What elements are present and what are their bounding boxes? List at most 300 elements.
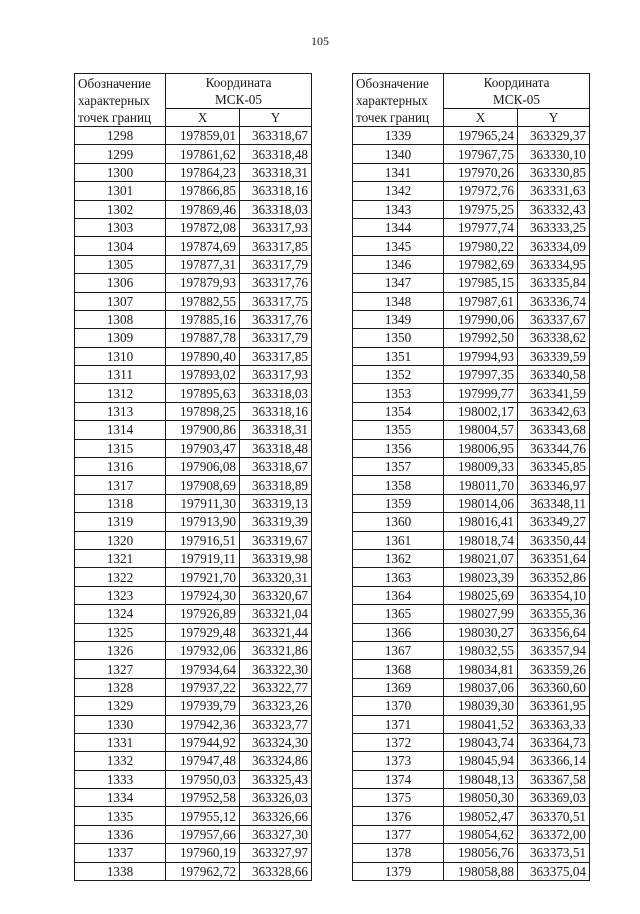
point-number-cell: 1358	[353, 476, 444, 494]
point-number-cell: 1333	[75, 770, 166, 788]
y-coordinate-cell: 363321,44	[240, 623, 312, 641]
table-row	[353, 458, 590, 476]
x-coordinate-cell: 198058,88	[444, 862, 518, 880]
x-coordinate-cell: 197934,64	[166, 660, 240, 678]
x-coordinate-cell: 197913,90	[166, 513, 240, 531]
y-coordinate-cell: 363340,58	[518, 366, 590, 384]
y-coordinate-cell: 363334,09	[518, 237, 590, 255]
y-coordinate-cell: 363317,76	[240, 310, 312, 328]
table-row	[353, 476, 590, 494]
x-coordinate-cell: 198050,30	[444, 789, 518, 807]
point-number-cell: 1326	[75, 641, 166, 659]
point-number-cell: 1299	[75, 145, 166, 163]
x-coordinate-cell: 197906,08	[166, 458, 240, 476]
point-number-cell: 1337	[75, 844, 166, 862]
x-coordinate-cell: 197921,70	[166, 568, 240, 586]
x-coordinate-cell: 197937,22	[166, 678, 240, 696]
y-coordinate-cell: 363319,98	[240, 549, 312, 567]
header-line: Обозначение	[78, 75, 151, 91]
point-number-cell: 1317	[75, 476, 166, 494]
point-number-cell: 1345	[353, 237, 444, 255]
point-number-cell: 1374	[353, 770, 444, 788]
table-row	[353, 568, 590, 586]
y-coordinate-cell: 363342,63	[518, 402, 590, 420]
table-row	[353, 825, 590, 843]
x-column-header: X	[444, 109, 518, 127]
y-coordinate-cell: 363355,36	[518, 605, 590, 623]
y-coordinate-cell: 363331,63	[518, 182, 590, 200]
header-line: характерных	[78, 92, 150, 108]
point-number-cell: 1342	[353, 182, 444, 200]
table-row	[353, 549, 590, 567]
table-row	[353, 513, 590, 531]
x-coordinate-cell: 198043,74	[444, 733, 518, 751]
y-coordinate-cell: 363317,79	[240, 255, 312, 273]
y-coordinate-cell: 363370,51	[518, 807, 590, 825]
table-row	[75, 274, 312, 292]
table-row	[353, 862, 590, 880]
x-coordinate-cell: 197882,55	[166, 292, 240, 310]
y-column-header: Y	[240, 109, 312, 127]
table-row	[353, 770, 590, 788]
y-coordinate-cell: 363336,74	[518, 292, 590, 310]
x-coordinate-cell: 198056,76	[444, 844, 518, 862]
table-row	[353, 697, 590, 715]
table-row	[353, 494, 590, 512]
y-coordinate-cell: 363318,16	[240, 182, 312, 200]
x-coordinate-cell: 198034,81	[444, 660, 518, 678]
y-coordinate-cell: 363318,48	[240, 439, 312, 457]
point-number-cell: 1305	[75, 255, 166, 273]
point-number-cell: 1362	[353, 549, 444, 567]
x-coordinate-cell: 198048,13	[444, 770, 518, 788]
table-row	[353, 237, 590, 255]
table-row	[353, 660, 590, 678]
x-coordinate-cell: 198021,07	[444, 549, 518, 567]
x-coordinate-cell: 197947,48	[166, 752, 240, 770]
point-number-cell: 1348	[353, 292, 444, 310]
y-coordinate-cell: 363333,25	[518, 218, 590, 236]
y-coordinate-cell: 363319,39	[240, 513, 312, 531]
y-coordinate-cell: 363344,76	[518, 439, 590, 457]
point-number-cell: 1360	[353, 513, 444, 531]
y-coordinate-cell: 363361,95	[518, 697, 590, 715]
table-row	[75, 605, 312, 623]
y-coordinate-cell: 363323,77	[240, 715, 312, 733]
point-number-cell: 1363	[353, 568, 444, 586]
point-number-cell: 1321	[75, 549, 166, 567]
table-row	[75, 310, 312, 328]
point-number-cell: 1373	[353, 752, 444, 770]
table-row	[353, 274, 590, 292]
table-row	[75, 384, 312, 402]
point-number-cell: 1336	[75, 825, 166, 843]
point-number-cell: 1335	[75, 807, 166, 825]
x-coordinate-cell: 197975,25	[444, 200, 518, 218]
x-coordinate-cell: 197916,51	[166, 531, 240, 549]
point-number-cell: 1303	[75, 218, 166, 236]
point-number-cell: 1354	[353, 402, 444, 420]
point-number-cell: 1364	[353, 586, 444, 604]
y-coordinate-cell: 363317,85	[240, 237, 312, 255]
y-coordinate-cell: 363349,27	[518, 513, 590, 531]
y-coordinate-cell: 363318,16	[240, 402, 312, 420]
y-coordinate-cell: 363321,04	[240, 605, 312, 623]
table-row	[75, 347, 312, 365]
y-coordinate-cell: 363366,14	[518, 752, 590, 770]
y-coordinate-cell: 363334,95	[518, 255, 590, 273]
table-row	[75, 255, 312, 273]
y-coordinate-cell: 363319,13	[240, 494, 312, 512]
point-number-cell: 1361	[353, 531, 444, 549]
x-coordinate-cell: 197960,19	[166, 844, 240, 862]
x-coordinate-cell: 197990,06	[444, 310, 518, 328]
point-number-cell: 1320	[75, 531, 166, 549]
y-coordinate-cell: 363345,85	[518, 458, 590, 476]
table-row	[75, 770, 312, 788]
y-coordinate-cell: 363318,03	[240, 200, 312, 218]
point-number-cell: 1351	[353, 347, 444, 365]
y-coordinate-cell: 363357,94	[518, 641, 590, 659]
y-coordinate-cell: 363337,67	[518, 310, 590, 328]
point-number-cell: 1312	[75, 384, 166, 402]
point-number-cell: 1341	[353, 163, 444, 181]
table-row	[75, 237, 312, 255]
y-coordinate-cell: 363322,30	[240, 660, 312, 678]
y-coordinate-cell: 363329,37	[518, 127, 590, 145]
table-row	[75, 789, 312, 807]
point-number-cell: 1376	[353, 807, 444, 825]
x-coordinate-cell: 197939,79	[166, 697, 240, 715]
y-coordinate-cell: 363317,76	[240, 274, 312, 292]
x-coordinate-cell: 197887,78	[166, 329, 240, 347]
table-row	[353, 292, 590, 310]
table-row	[353, 807, 590, 825]
y-coordinate-cell: 363318,31	[240, 163, 312, 181]
table-row	[75, 127, 312, 145]
y-coordinate-cell: 363318,48	[240, 145, 312, 163]
point-number-cell: 1353	[353, 384, 444, 402]
x-coordinate-cell: 198030,27	[444, 623, 518, 641]
point-number-cell: 1340	[353, 145, 444, 163]
point-number-cell: 1323	[75, 586, 166, 604]
y-coordinate-cell: 363356,64	[518, 623, 590, 641]
table-row	[353, 255, 590, 273]
table-row	[75, 494, 312, 512]
table-row	[75, 568, 312, 586]
table-row	[353, 586, 590, 604]
x-coordinate-cell: 198006,95	[444, 439, 518, 457]
y-coordinate-cell: 363332,43	[518, 200, 590, 218]
y-coordinate-cell: 363343,68	[518, 421, 590, 439]
x-coordinate-cell: 197869,46	[166, 200, 240, 218]
y-coordinate-cell: 363339,59	[518, 347, 590, 365]
point-number-cell: 1306	[75, 274, 166, 292]
table-row	[75, 366, 312, 384]
table-row	[75, 660, 312, 678]
point-number-cell: 1327	[75, 660, 166, 678]
x-coordinate-cell: 198011,70	[444, 476, 518, 494]
x-coordinate-cell: 197877,31	[166, 255, 240, 273]
table-row	[353, 145, 590, 163]
x-coordinate-cell: 197999,77	[444, 384, 518, 402]
y-coordinate-cell: 363335,84	[518, 274, 590, 292]
table-row	[75, 145, 312, 163]
table-row	[353, 733, 590, 751]
y-coordinate-cell: 363338,62	[518, 329, 590, 347]
point-number-cell: 1318	[75, 494, 166, 512]
table-row	[75, 200, 312, 218]
coordinates-table-left	[74, 73, 312, 881]
table-row	[353, 366, 590, 384]
y-coordinate-cell: 363327,97	[240, 844, 312, 862]
point-number-cell: 1359	[353, 494, 444, 512]
x-coordinate-cell: 197898,25	[166, 402, 240, 420]
x-coordinate-cell: 197885,16	[166, 310, 240, 328]
table-row	[75, 807, 312, 825]
x-coordinate-cell: 197942,36	[166, 715, 240, 733]
y-coordinate-cell: 363317,85	[240, 347, 312, 365]
x-coordinate-cell: 198039,30	[444, 697, 518, 715]
y-coordinate-cell: 363375,04	[518, 862, 590, 880]
table-row	[75, 402, 312, 420]
coordinate-header	[444, 74, 590, 109]
table-row	[353, 789, 590, 807]
y-coordinate-cell: 363352,86	[518, 568, 590, 586]
x-coordinate-cell: 197957,66	[166, 825, 240, 843]
point-number-cell: 1328	[75, 678, 166, 696]
point-number-cell: 1304	[75, 237, 166, 255]
table-row	[75, 825, 312, 843]
table-row	[353, 218, 590, 236]
point-number-cell: 1331	[75, 733, 166, 751]
x-coordinate-cell: 198004,57	[444, 421, 518, 439]
point-number-cell: 1377	[353, 825, 444, 843]
y-coordinate-cell: 363367,58	[518, 770, 590, 788]
point-number-cell: 1357	[353, 458, 444, 476]
y-coordinate-cell: 363369,03	[518, 789, 590, 807]
x-coordinate-cell: 197926,89	[166, 605, 240, 623]
x-coordinate-cell: 198052,47	[444, 807, 518, 825]
point-number-cell: 1315	[75, 439, 166, 457]
y-coordinate-cell: 363350,44	[518, 531, 590, 549]
x-coordinate-cell: 197919,11	[166, 549, 240, 567]
y-coordinate-cell: 363326,03	[240, 789, 312, 807]
x-coordinate-cell: 197962,72	[166, 862, 240, 880]
x-coordinate-cell: 197970,26	[444, 163, 518, 181]
point-number-cell: 1332	[75, 752, 166, 770]
point-number-cell: 1365	[353, 605, 444, 623]
table-row	[75, 733, 312, 751]
table-row	[353, 641, 590, 659]
x-coordinate-cell: 197944,92	[166, 733, 240, 751]
point-number-cell: 1330	[75, 715, 166, 733]
x-coordinate-cell: 197866,85	[166, 182, 240, 200]
y-coordinate-cell: 363320,67	[240, 586, 312, 604]
table-row	[75, 218, 312, 236]
table-row	[353, 163, 590, 181]
point-number-cell: 1311	[75, 366, 166, 384]
y-coordinate-cell: 363321,86	[240, 641, 312, 659]
y-coordinate-cell: 363318,67	[240, 127, 312, 145]
point-number-cell: 1346	[353, 255, 444, 273]
x-coordinate-cell: 197890,40	[166, 347, 240, 365]
y-coordinate-cell: 363348,11	[518, 494, 590, 512]
x-coordinate-cell: 198009,33	[444, 458, 518, 476]
x-coordinate-cell: 197955,12	[166, 807, 240, 825]
y-coordinate-cell: 363354,10	[518, 586, 590, 604]
point-number-cell: 1301	[75, 182, 166, 200]
point-number-cell: 1307	[75, 292, 166, 310]
x-coordinate-cell: 197997,35	[444, 366, 518, 384]
point-number-cell: 1367	[353, 641, 444, 659]
point-number-cell: 1310	[75, 347, 166, 365]
x-coordinate-cell: 198018,74	[444, 531, 518, 549]
point-number-cell: 1309	[75, 329, 166, 347]
y-coordinate-cell: 363363,33	[518, 715, 590, 733]
y-coordinate-cell: 363318,89	[240, 476, 312, 494]
point-number-cell: 1368	[353, 660, 444, 678]
point-number-cell: 1379	[353, 862, 444, 880]
y-coordinate-cell: 363360,60	[518, 678, 590, 696]
y-coordinate-cell: 363341,59	[518, 384, 590, 402]
table-row	[75, 549, 312, 567]
x-coordinate-cell: 197977,74	[444, 218, 518, 236]
table-body-right	[353, 127, 590, 881]
x-coordinate-cell: 197903,47	[166, 439, 240, 457]
table-row	[75, 697, 312, 715]
y-coordinate-cell: 363326,66	[240, 807, 312, 825]
point-number-cell: 1325	[75, 623, 166, 641]
table-row	[353, 402, 590, 420]
table-row	[75, 531, 312, 549]
header-line: характерных	[356, 92, 428, 108]
x-coordinate-cell: 198014,06	[444, 494, 518, 512]
x-coordinate-cell: 197932,06	[166, 641, 240, 659]
y-coordinate-cell: 363373,51	[518, 844, 590, 862]
y-coordinate-cell: 363327,30	[240, 825, 312, 843]
point-number-cell: 1324	[75, 605, 166, 623]
y-coordinate-cell: 363330,10	[518, 145, 590, 163]
point-number-cell: 1314	[75, 421, 166, 439]
y-coordinate-cell: 363330,85	[518, 163, 590, 181]
x-coordinate-cell: 197900,86	[166, 421, 240, 439]
header-line: точек границ	[78, 109, 152, 125]
table-row	[353, 200, 590, 218]
point-number-cell: 1356	[353, 439, 444, 457]
table-row	[75, 862, 312, 880]
x-coordinate-cell: 197985,15	[444, 274, 518, 292]
point-number-cell: 1344	[353, 218, 444, 236]
x-coordinate-cell: 197879,93	[166, 274, 240, 292]
point-number-cell: 1350	[353, 329, 444, 347]
table-row	[353, 310, 590, 328]
x-coordinate-cell: 197982,69	[444, 255, 518, 273]
point-number-cell: 1347	[353, 274, 444, 292]
header-line: Обозначение	[356, 75, 429, 91]
x-coordinate-cell: 197908,69	[166, 476, 240, 494]
y-coordinate-cell: 363320,31	[240, 568, 312, 586]
header-line: МСК-05	[493, 92, 540, 107]
header-line: точек границ	[356, 109, 430, 125]
table-row	[353, 421, 590, 439]
x-column-header: X	[166, 109, 240, 127]
point-number-cell: 1298	[75, 127, 166, 145]
point-number-cell: 1369	[353, 678, 444, 696]
point-number-cell: 1302	[75, 200, 166, 218]
x-coordinate-cell: 198054,62	[444, 825, 518, 843]
coordinate-header	[166, 74, 312, 109]
table-row	[353, 531, 590, 549]
table-row	[75, 329, 312, 347]
table-row	[75, 476, 312, 494]
table-row	[75, 715, 312, 733]
x-coordinate-cell: 197972,76	[444, 182, 518, 200]
coordinates-table-right	[352, 73, 590, 881]
table-row	[353, 715, 590, 733]
table-row	[75, 292, 312, 310]
table-row	[353, 384, 590, 402]
point-number-cell: 1319	[75, 513, 166, 531]
point-number-cell: 1334	[75, 789, 166, 807]
x-coordinate-cell: 198023,39	[444, 568, 518, 586]
y-coordinate-cell: 363346,97	[518, 476, 590, 494]
x-coordinate-cell: 197929,48	[166, 623, 240, 641]
x-coordinate-cell: 197893,02	[166, 366, 240, 384]
y-coordinate-cell: 363317,75	[240, 292, 312, 310]
point-number-cell: 1338	[75, 862, 166, 880]
point-number-cell: 1371	[353, 715, 444, 733]
x-coordinate-cell: 197861,62	[166, 145, 240, 163]
x-coordinate-cell: 198041,52	[444, 715, 518, 733]
table-row	[353, 678, 590, 696]
header-line: Координата	[205, 75, 272, 90]
table-row	[75, 458, 312, 476]
table-row	[75, 421, 312, 439]
table-row	[75, 752, 312, 770]
x-coordinate-cell: 197924,30	[166, 586, 240, 604]
y-coordinate-cell: 363372,00	[518, 825, 590, 843]
table-row	[353, 182, 590, 200]
point-number-cell: 1300	[75, 163, 166, 181]
x-coordinate-cell: 197895,63	[166, 384, 240, 402]
y-coordinate-cell: 363317,93	[240, 366, 312, 384]
y-coordinate-cell: 363324,30	[240, 733, 312, 751]
x-coordinate-cell: 198032,55	[444, 641, 518, 659]
table-row	[75, 678, 312, 696]
y-coordinate-cell: 363322,77	[240, 678, 312, 696]
table-row	[353, 329, 590, 347]
table-row	[75, 513, 312, 531]
x-coordinate-cell: 197872,08	[166, 218, 240, 236]
y-coordinate-cell: 363319,67	[240, 531, 312, 549]
point-number-cell: 1313	[75, 402, 166, 420]
point-number-cell: 1375	[353, 789, 444, 807]
table-row	[353, 605, 590, 623]
x-coordinate-cell: 198045,94	[444, 752, 518, 770]
table-row	[75, 439, 312, 457]
y-coordinate-cell: 363325,43	[240, 770, 312, 788]
table-row	[75, 182, 312, 200]
point-label-header	[75, 74, 166, 127]
x-coordinate-cell: 197864,23	[166, 163, 240, 181]
y-coordinate-cell: 363364,73	[518, 733, 590, 751]
x-coordinate-cell: 197874,69	[166, 237, 240, 255]
table-row	[75, 163, 312, 181]
table-row	[353, 439, 590, 457]
point-number-cell: 1355	[353, 421, 444, 439]
point-number-cell: 1378	[353, 844, 444, 862]
